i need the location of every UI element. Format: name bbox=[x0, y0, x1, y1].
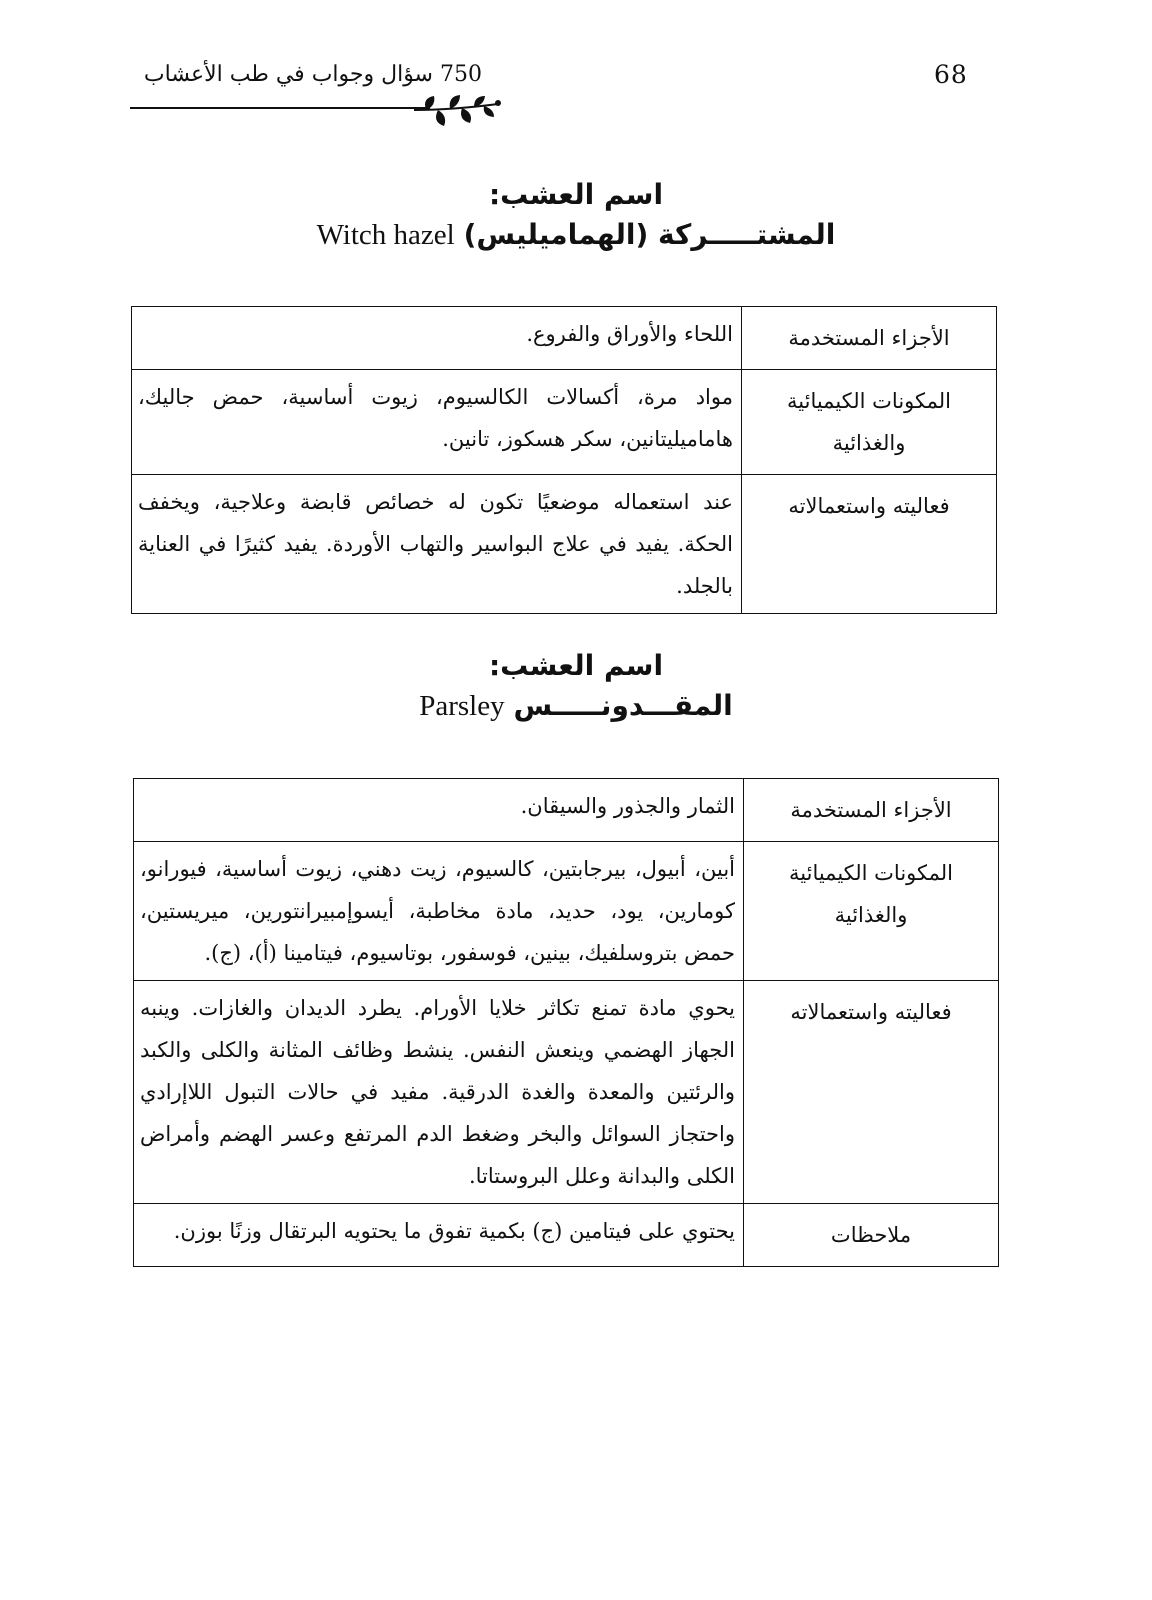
herb-name bbox=[0, 215, 1152, 255]
row-field: ملاحظات bbox=[744, 1204, 999, 1267]
table-row bbox=[132, 475, 997, 614]
table-row bbox=[132, 307, 997, 370]
herb-label: اسم العشب: bbox=[488, 649, 664, 682]
page-number: 68 bbox=[934, 60, 968, 89]
row-value: اللحاء والأوراق والفروع. bbox=[132, 307, 742, 370]
row-field: المكونات الكيميائية والغذائية bbox=[742, 370, 997, 475]
herb-name-arabic: المقـــدونـــــس bbox=[513, 689, 733, 722]
herb-label: اسم العشب: bbox=[488, 178, 664, 211]
table-row bbox=[134, 981, 999, 1204]
herb-name bbox=[0, 686, 1152, 726]
row-value: يحتوي على فيتامين (ج) بكمية تفوق ما يحتويه البرتقال وزنًا بوزن. bbox=[134, 1204, 744, 1267]
herb-name-arabic: المشتـــــركة (الهماميليس) bbox=[463, 218, 836, 251]
herb-table-witch-hazel bbox=[131, 306, 997, 614]
row-value: يحوي مادة تمنع تكاثر خلايا الأورام. يطرد الديدان والغازات. وينبه الجهاز الهضمي وينعش النفس. ينشط وظائف المثانة والكلى والكبد والرئتين والمعدة والغدة الدرقية. مفيد في حالات التبول اللاإرادي واحتجاز السوائل والبخر وضغط الدم المرتفع وعسر الهضم وأمراض الكلى والبدانة وعلل البروستاتا. bbox=[134, 981, 744, 1204]
book-title: 750 سؤال وجواب في طب الأعشاب bbox=[143, 62, 482, 87]
herb-table-parsley bbox=[133, 778, 999, 1267]
leaf-ornament-icon bbox=[412, 92, 502, 130]
row-value: الثمار والجذور والسيقان. bbox=[134, 779, 744, 842]
table-row bbox=[134, 1204, 999, 1267]
row-value: أبين، أبيول، بيرجابتين، كالسيوم، زيت دهني، زيوت أساسية، فيورانو، كومارين، يود، حديد، مادة مخاطبة، أيسوإمبيرانتورين، ميريستين، حمض بتروسلفيك، بينين، فوسفور، بوتاسيوم، فيتامينا (أ)، (ج). bbox=[134, 842, 744, 981]
table-row bbox=[132, 370, 997, 475]
row-field: الأجزاء المستخدمة bbox=[744, 779, 999, 842]
herb-name-english: Parsley bbox=[419, 690, 505, 722]
row-value: عند استعماله موضعيًا تكون له خصائص قابضة وعلاجية، ويخفف الحكة. يفيد في علاج البواسير والتهاب الأوردة. يفيد كثيرًا في العناية بالجلد. bbox=[132, 475, 742, 614]
row-value: مواد مرة، أكسالات الكالسيوم، زيوت أساسية، حمض جاليك، هاماميليتانين، سكر هسكوز، تانين. bbox=[132, 370, 742, 475]
herb-heading-witch-hazel bbox=[0, 175, 1152, 255]
herb-name-english: Witch hazel bbox=[316, 219, 455, 251]
row-field: الأجزاء المستخدمة bbox=[742, 307, 997, 370]
header-rule bbox=[130, 107, 430, 109]
herb-heading-parsley bbox=[0, 646, 1152, 726]
row-field: المكونات الكيميائية والغذائية bbox=[744, 842, 999, 981]
table-row bbox=[134, 779, 999, 842]
table-row bbox=[134, 842, 999, 981]
row-field: فعاليته واستعمالاته bbox=[744, 981, 999, 1204]
row-field: فعاليته واستعمالاته bbox=[742, 475, 997, 614]
